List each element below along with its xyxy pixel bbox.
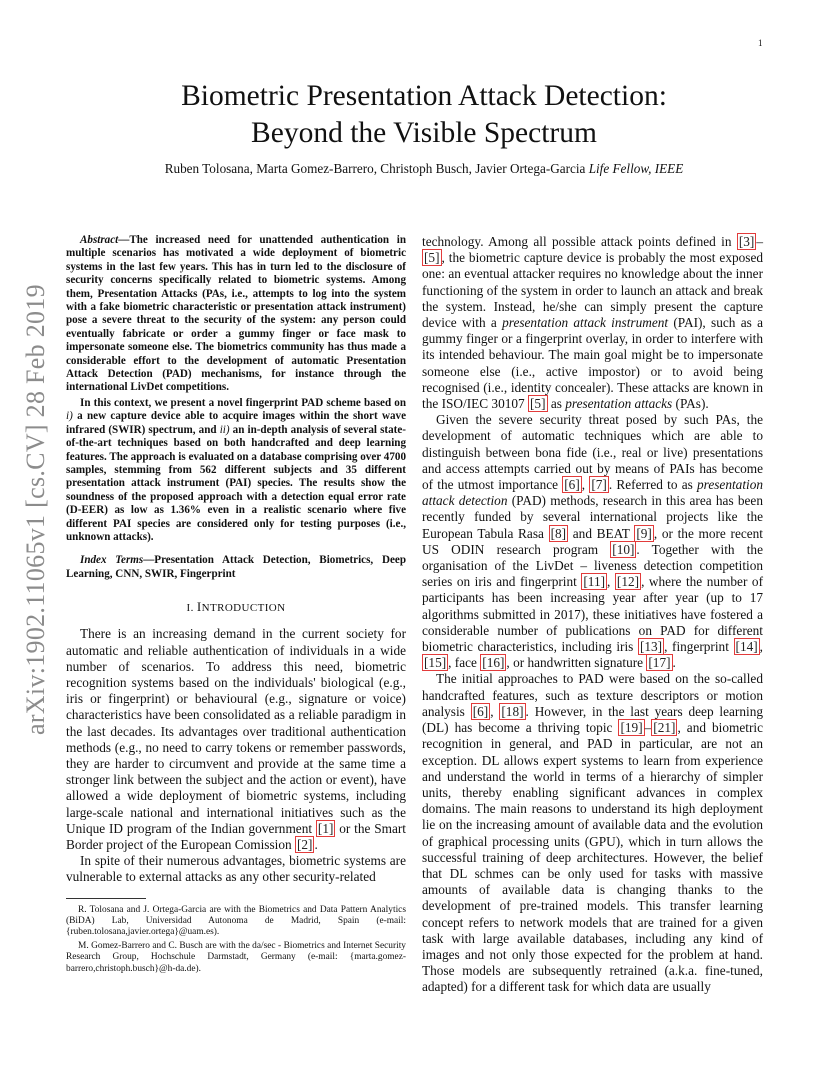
paper-title — [60, 78, 788, 152]
citation-link[interactable]: [5] — [530, 396, 546, 412]
index-terms: Index Terms—Presentation Attack Detection, Biometrics, Deep Learning, CNN, SWIR, Fingerprint — [66, 554, 406, 580]
citation-link[interactable]: [18] — [501, 703, 524, 719]
author-list — [60, 160, 788, 178]
footnote-1: R. Tolosana and J. Ortega-Garcia are with the Biometrics and Data Pattern Analytics (BiDA) Lab, Universidad Autonoma de Madrid, Spain (e-mail: {ruben.tolosana,javier.ortega}@uam.es). — [66, 904, 406, 938]
footnote-2: M. Gomez-Barrero and C. Busch are with the da/sec - Biometrics and Internet Security Research Group, Hochschule Darmstadt, Germany (e-mail: {marta.gomez-barrero,christoph.busch}@h-da.de). — [66, 941, 406, 974]
citation-link[interactable]: [16] — [482, 655, 505, 671]
body-paragraph-2: Given the severe security threat posed by such PAs, the development of automatic techniques which are able to distinguish between bona fide (i.e., real or live) presentations and access attempts carried out by means of PAIs has become of the utmost importance [6] , [7] . Referred to as presentation attack detection (PAD) methods, research in this area has been recently funded by several international projects like the European Tabula Rasa [8] and BEAT [9] , or the more recent US ODIN research program [10] . Together with the organisation of the LivDet – liveness detection competition series on iris and fingerprint [11] , [12] , where the number of participants has been increasing year after year (up to 17 algorithms submitted in 2017), these initiatives have fostered a considerable number of publications on PAD for different biometric characteristics, including iris [13] , fingerprint [14] , [15] , face [16] , or handwritten signature [17] . — [422, 412, 763, 671]
citation-link[interactable]: [9] — [636, 525, 652, 541]
abstract-paragraph-2: In this context, we present a novel fingerprint PAD scheme based on i) a new capture device able to acquire images within the short wave infrared (SWIR) spectrum, and ii) an in-depth analysis of several state-of-the-art techniques based on both handcrafted and deep learning features. The approach is evaluated on a database comprising over 4700 samples, stemming from 562 different subjects and 35 different presentation attack instrument (PAI) species. The results show the soundness of the proposed approach with a detection equal error rate (D-EER) as low as 1.36% even in a realistic scenario where five different PAI species are considered only for testing purposes (i.e., unknown attacks). — [66, 396, 406, 543]
page-number: 1 — [758, 38, 763, 48]
author-names: Ruben Tolosana, Marta Gomez-Barrero, Christoph Busch, Javier Ortega-Garcia — [164, 161, 586, 176]
footnote-divider — [66, 898, 146, 899]
citation-link[interactable]: [21] — [653, 720, 676, 736]
citation-link[interactable]: [12] — [616, 574, 640, 590]
citation-link[interactable]: [6] — [564, 477, 580, 493]
left-column — [66, 234, 406, 978]
citation-link[interactable]: [14] — [735, 639, 758, 655]
index-terms-lead: Index Terms — [80, 554, 144, 567]
citation-link[interactable]: [10] — [612, 541, 635, 557]
citation-link[interactable]: [13] — [639, 639, 663, 655]
citation-link[interactable]: [1] — [317, 820, 334, 836]
author-fellow: Life Fellow, IEEE — [588, 161, 684, 176]
citation-link[interactable]: [19] — [620, 720, 643, 736]
citation-link[interactable]: [11] — [583, 574, 606, 590]
citation-link[interactable]: [2] — [296, 837, 313, 852]
citation-link[interactable]: [6] — [472, 703, 489, 719]
body-paragraph-3: The initial approaches to PAD were based on the so-called handcrafted features, such as texture descriptors or motion analysis [6] , [18] . However, in the last years deep learning (DL) has become a thriving topic [19] – [21] , and biometric recognition in general, and PAD in particular, are not an exception. DL allows expert systems to learn from experience and understand the world in terms of a hierarchy of simpler units, thereby enabling significant advances in complex domains. The main reasons to understand its high deployment lie on the increasing amount of available data and the evolution of graphical processing units (GPU), which in turn allows the successful training of deep architectures. However, the belief that DL schmes can be only used for tasks with massive amounts of available data is changing thanks to the development of pre-trained models. This transfer learning concept refers to network models that are trained for a given task with large available databases, including any kind of images and not only those expected for the problem at hand. Those models are subsequently retrained (a.k.a. fine-tuned, adapted) for a different task for which data are usually — [422, 671, 763, 995]
citation-link[interactable]: [3] — [738, 234, 755, 249]
citation-link[interactable]: [17] — [648, 655, 671, 671]
arxiv-stamp[interactable]: arXiv:1902.11065v1 [cs.CV] 28 Feb 2019 — [21, 284, 50, 735]
citation-link[interactable]: [15] — [424, 655, 447, 671]
intro-paragraph-2: In spite of their numerous advantages, biometric systems are vulnerable to external attacks as any other security-related — [66, 853, 406, 885]
citation-link[interactable]: [5] — [424, 250, 440, 266]
citation-link[interactable]: [7] — [591, 477, 607, 493]
right-column — [422, 234, 763, 996]
abstract-lead: Abstract — [80, 234, 119, 246]
title-line-2: Beyond the Visible Spectrum — [251, 117, 597, 149]
intro-paragraph-1: There is an increasing demand in the current society for automatic and reliable authentication of individuals in a wide number of scenarios. To address this need, biometric recognition systems based on the individuals' biological (e.g., iris or fingerprint) or behavioural (e.g., signature or voice) characteristics have been consolidated as a reliable paradigm in the last decades. Its advantages over traditional authentication methods (e.g., no need to carry tokens or remember passwords, they are harder to circumvent and provide at the same time a stronger link between the subject and the action or event), have allowed a wide deployment of biometric systems, including large-scale national and international initiatives such as the Unique ID program of the Indian government [1] or the Smart Border project of the European Comission [2] . — [66, 626, 406, 852]
body-paragraph-1: technology. Among all possible attack points defined in [3] –[5] , the biometric capture device is probably the most exposed one: an eventual attacker requires no knowledge about the inner functioning of the system in order to launch an attack and break the system. Instead, he/she can simply present the capture device with a presentation attack instrument (PAI), such as a gummy finger or a fingerprint overlay, in order to interfere with its intended behaviour. The main goal might be to impersonate someone else (i.e., active impostor) or to avoid being recognised (i.e., identity concealer). These attacks are known in the ISO/IEC 30107 [5] as presentation attacks (PAs). — [422, 234, 763, 412]
abstract-paragraph-1: Abstract—The increased need for unattended authentication in multiple scenarios has motivated a wide deployment of biometric systems in the last few years. This has in turn led to the disclosure of security concerns specifically related to biometric systems. Among them, Presentation Attacks (PAs, i.e., attempts to log into the system with a fake biometric characteristic or presentation attack instrument) pose a severe threat to the security of the system: any person could eventually fabricate or order a gummy finger or face mask to impersonate someone else. The biometrics community has thus made a considerable effort to the development of automatic Presentation Attack Detection (PAD) mechanisms, for instance through the international LivDet competitions. — [66, 234, 406, 394]
citation-link[interactable]: [8] — [550, 525, 567, 541]
section-heading-introduction: I. INTRODUCTION — [186, 599, 286, 615]
title-line-1: Biometric Presentation Attack Detection: — [181, 80, 667, 112]
